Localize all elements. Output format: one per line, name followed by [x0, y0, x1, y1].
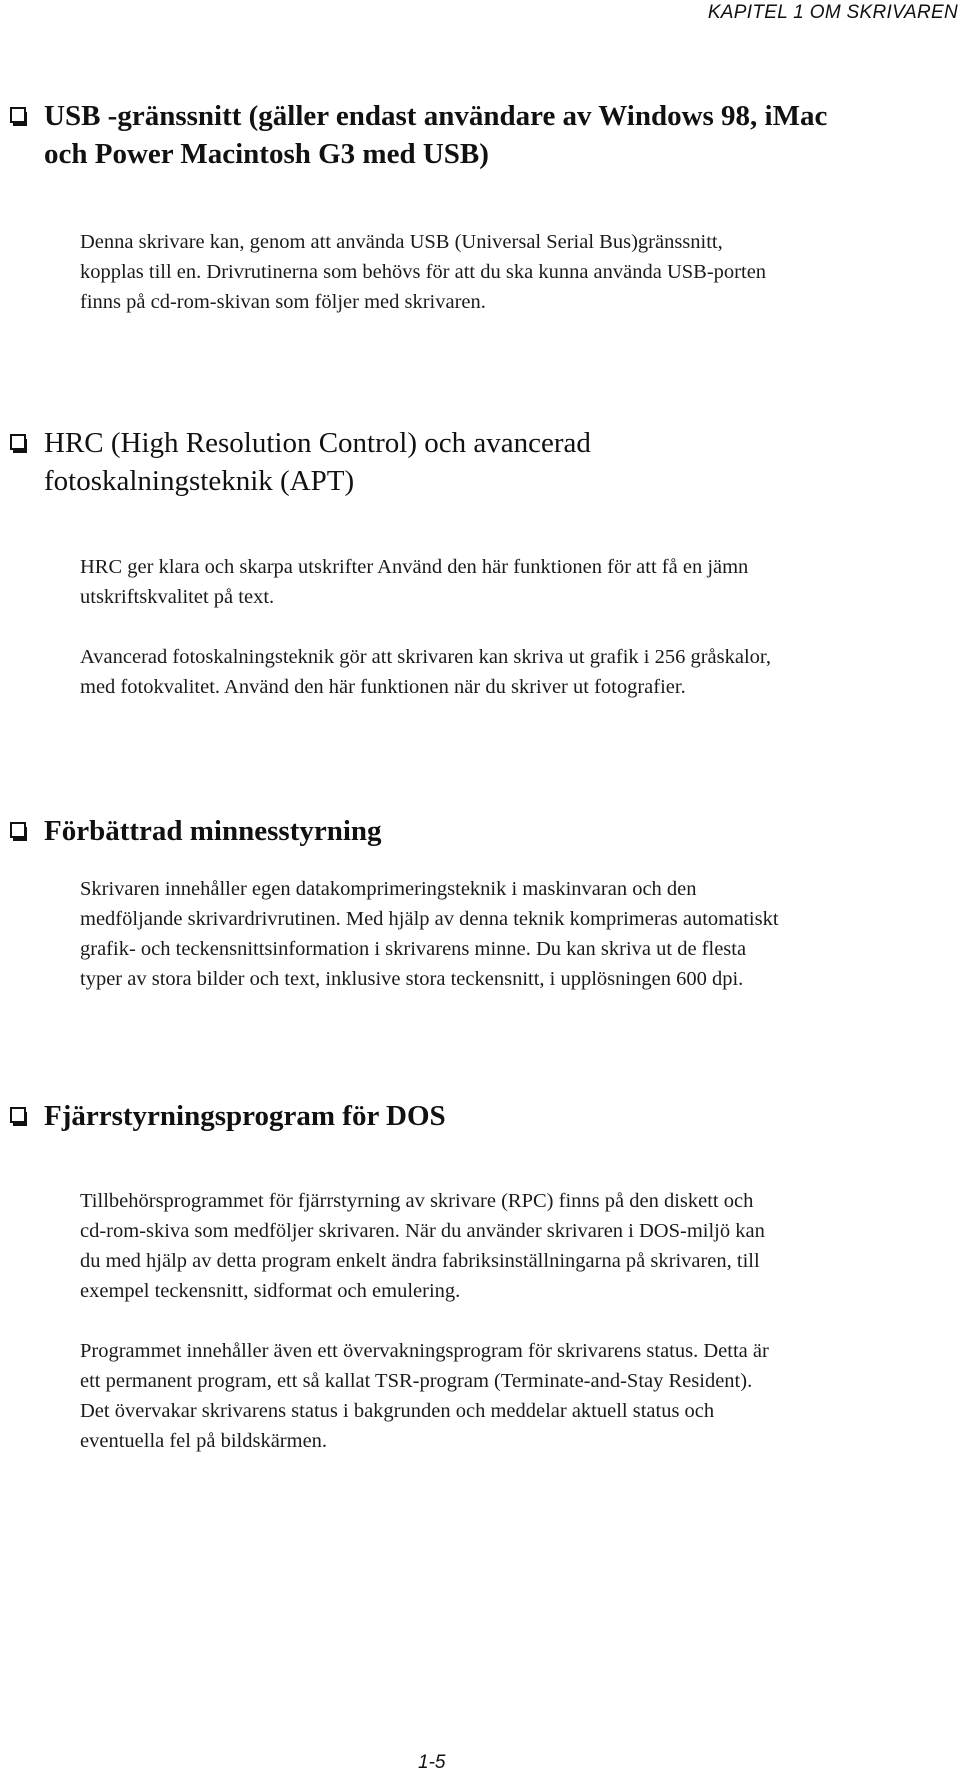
text-line: HRC ger klara och skarpa utskrifter Använd den här funktionen för att få en jämn — [80, 556, 749, 578]
text-line: med fotokvalitet. Använd den här funktionen när du skriver ut fotografier. — [80, 676, 686, 698]
section-heading — [0, 424, 960, 500]
text-line: cd-rom-skiva som medföljer skrivaren. När du använder skrivaren i DOS-miljö kan — [80, 1220, 765, 1242]
heading-line-2: fotoskalningsteknik (APT) — [44, 465, 355, 497]
section-heading — [0, 97, 960, 173]
section-heading — [0, 1097, 960, 1135]
text-line: finns på cd-rom-skivan som följer med skrivaren. — [80, 291, 486, 313]
text-line: Det övervakar skrivarens status i bakgrunden och meddelar aktuell status och — [80, 1400, 715, 1422]
paragraph — [0, 227, 960, 317]
text-line: Tillbehörsprogrammet för fjärrstyrning av skrivare (RPC) finns på den diskett och — [80, 1190, 754, 1212]
paragraph — [0, 1336, 960, 1456]
paragraph — [0, 874, 960, 994]
checkbox-icon — [10, 434, 30, 454]
text-line: Skrivaren innehåller egen datakomprimeringsteknik i maskinvaran och den — [80, 878, 697, 900]
text-line: kopplas till en. Drivrutinerna som behövs för att du ska kunna använda USB-porten — [80, 261, 767, 283]
paragraph — [0, 642, 960, 702]
checkbox-icon — [10, 822, 30, 842]
text-line: Denna skrivare kan, genom att använda USB (Universal Serial Bus)gränssnitt, — [80, 231, 723, 253]
text-line: medföljande skrivardrivrutinen. Med hjälp av denna teknik komprimeras automatiskt — [80, 908, 779, 930]
section-memory — [0, 812, 960, 994]
text-line: du med hjälp av detta program enkelt ändra fabriksinställningarna på skrivaren, till — [80, 1250, 760, 1272]
heading-line-1: USB -gränssnitt (gäller endast användare av Windows 98, iMac — [44, 100, 828, 132]
heading-line-1: Fjärrstyrningsprogram för DOS — [44, 1100, 446, 1132]
paragraph — [0, 552, 960, 612]
heading-line-1: HRC (High Resolution Control) och avancerad — [44, 427, 591, 459]
checkbox-icon — [10, 1107, 30, 1127]
section-remote-dos — [0, 1097, 960, 1456]
running-header: KAPITEL 1 OM SKRIVAREN — [707, 2, 958, 23]
text-line: Programmet innehåller även ett övervakningsprogram för skrivarens status. Detta är — [80, 1340, 769, 1362]
page-number: 1-5 — [418, 1752, 446, 1773]
text-line: typer av stora bilder och text, inklusive stora teckensnitt, i upplösningen 600 dpi. — [80, 968, 744, 990]
paragraph — [0, 1186, 960, 1306]
text-line: grafik- och teckensnittsinformation i skrivarens minne. Du kan skriva ut de flesta — [80, 938, 747, 960]
heading-line-1: Förbättrad minnesstyrning — [44, 815, 382, 847]
text-line: exempel teckensnitt, sidformat och emulering. — [80, 1280, 461, 1302]
checkbox-icon — [10, 107, 30, 127]
text-line: Avancerad fotoskalningsteknik gör att skrivaren kan skriva ut grafik i 256 gråskalor, — [80, 646, 772, 668]
heading-line-2: och Power Macintosh G3 med USB) — [44, 138, 489, 170]
section-heading — [0, 812, 960, 850]
section-usb — [0, 97, 960, 317]
text-line: eventuella fel på bildskärmen. — [80, 1430, 328, 1452]
section-hrc — [0, 424, 960, 702]
text-line: utskriftskvalitet på text. — [80, 586, 275, 608]
text-line: ett permanent program, ett så kallat TSR-program (Terminate-and-Stay Resident). — [80, 1370, 753, 1392]
